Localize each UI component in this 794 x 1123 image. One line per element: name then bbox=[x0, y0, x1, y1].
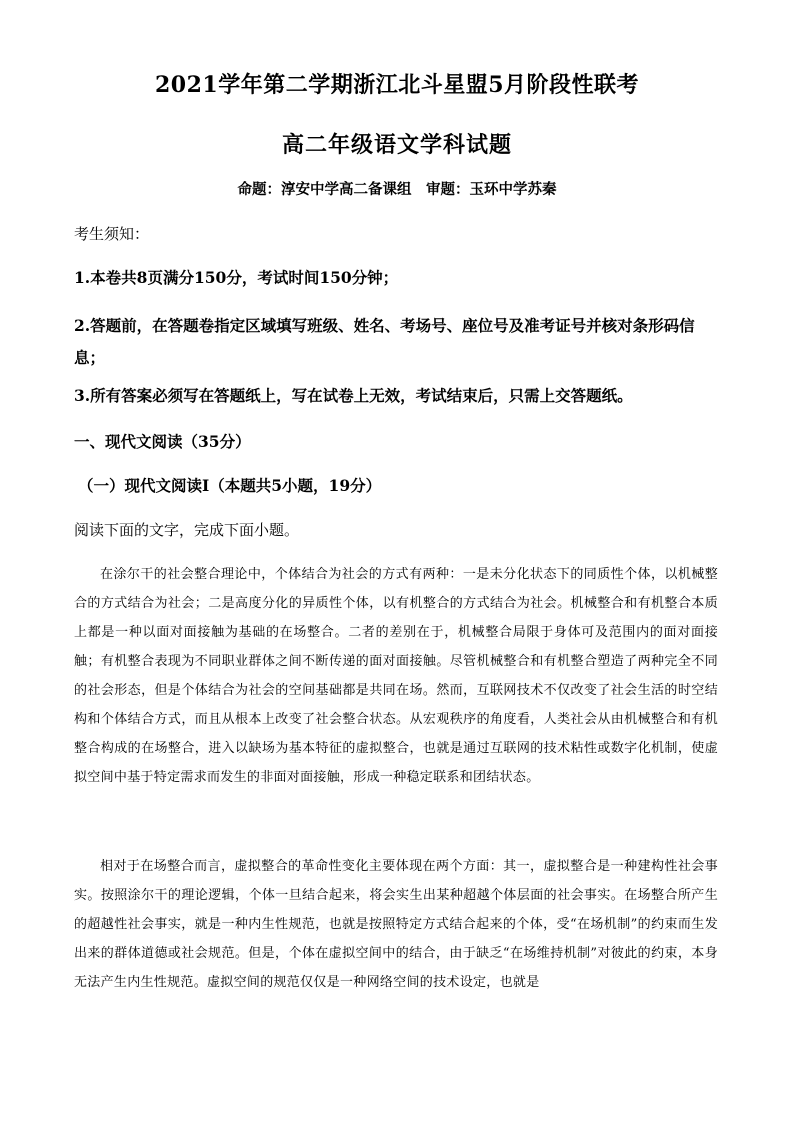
notice-item: 1.本卷共8页满分150分，考试时间150分钟； bbox=[74, 268, 399, 287]
reading-instruction: 阅读下面的文字，完成下面小题。 bbox=[74, 521, 300, 539]
subsection-heading: （一）现代文阅读Ⅰ（本题共5小题，19分） bbox=[78, 476, 382, 495]
exam-authors: 命题：淳安中学高二备课组 审题：玉环中学苏秦 bbox=[237, 181, 557, 198]
passage-paragraph: 在涂尔干的社会整合理论中，个体结合为社会的方式有两种：一是未分化状态下的同质性个体，以机械整合的方式结合为社会；二是高度分化的异质性个体，以有机整合的方式结合为社会。机械整合和有机整合本质上都是一种以面对面接触为基础的在场整合。二者的差别在于，机械整合局限于身体可及范围内的面对面接触；有机整合表现为不同职业群体之间不断传递的面对面接触。尽管机械整合和有机整合塑造了两种完全不同的社会形态，但是个体结合为社会的空间基础都是共同在场。然而，互联网技术不仅改变了社会生活的时空结构和个体结合方式，而且从根本上改变了社会整合状态。从宏观秩序的角度看，人类社会从由机械整合和有机整合构成的在场整合，进入以缺场为基本特征的虚拟整合，也就是通过互联网的技术粘性或数字化机制，使虚拟空间中基于特定需求而发生的非面对面接触，形成一种稳定联系和团结状态。 bbox=[74, 567, 718, 785]
exam-subtitle: 高二年级语文学科试题 bbox=[281, 132, 512, 158]
exam-title: 2021学年第二学期浙江北斗星盟5月阶段性联考 bbox=[154, 72, 640, 98]
section-heading: 一、现代文阅读（35分） bbox=[74, 432, 251, 451]
notice-heading: 考生须知： bbox=[74, 225, 150, 243]
notice-item: 3.所有答案必须写在答题纸上，写在试卷上无效，考试结束后，只需上交答题纸。 bbox=[74, 386, 633, 405]
passage-paragraph: 相对于在场整合而言，虚拟整合的革命性变化主要体现在两个方面：其一，虚拟整合是一种建构性社会事实。按照涂尔干的理论逻辑，个体一旦结合起来，将会实生出某种超越个体层面的社会事实。在场整合所产生的超越性社会事实，就是一种内生性规范，也就是按照特定方式结合起来的个体，受“在场机制”的约束而生发出来的群体道德或社会规范。但是，个体在虚拟空间中的结合，由于缺乏“在场维持机制”对彼此的约束，本身无法产生内生性规范。虚拟空间的规范仅仅是一种网络空间的技术设定，也就是 bbox=[74, 859, 718, 990]
notice-item: 2.答题前，在答题卷指定区域填写班级、姓名、考场号、座位号及准考证号并核对条形码信息； bbox=[74, 316, 695, 367]
